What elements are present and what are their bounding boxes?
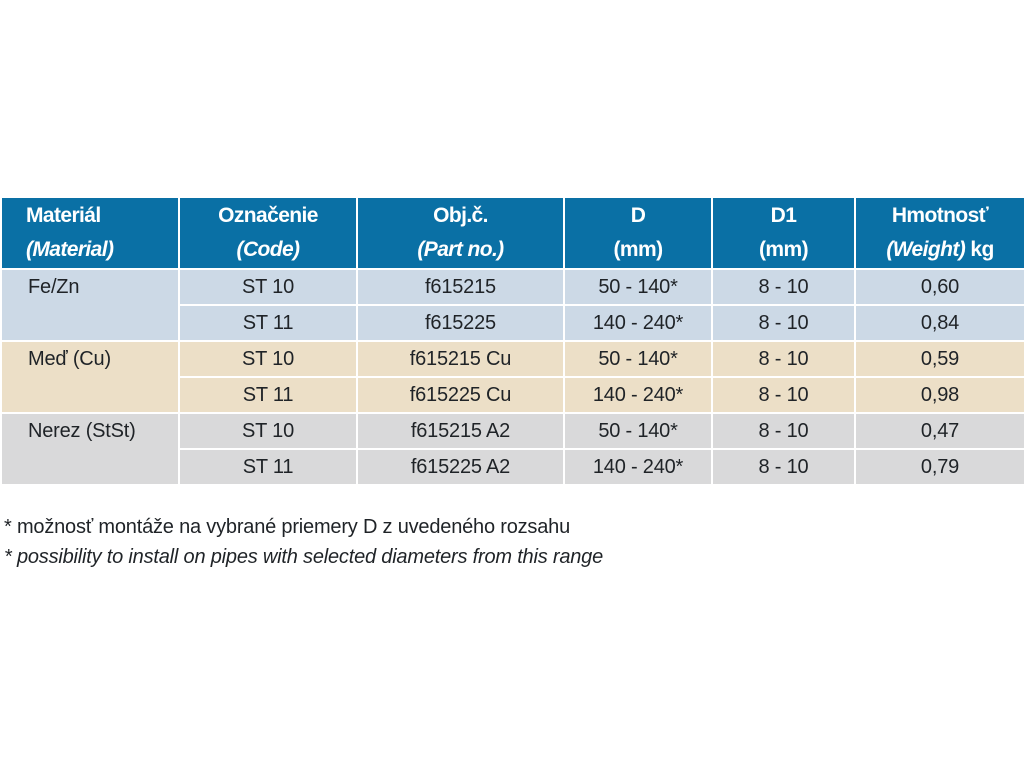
code-cell: ST 10: [179, 341, 357, 377]
d-cell: 140 - 240*: [564, 377, 712, 413]
code-cell: ST 10: [179, 413, 357, 449]
header-material-sk: Materiál: [26, 204, 101, 227]
header-d1: [712, 197, 855, 269]
part-no-cell: f615215: [357, 269, 564, 305]
d1-cell: 8 - 10: [712, 449, 855, 485]
footnote-sk: * možnosť montáže na vybrané priemery D z uvedeného rozsahu: [4, 516, 571, 538]
footnotes: [0, 512, 1024, 572]
table-row: [1, 413, 1024, 449]
table-row: [1, 269, 1024, 305]
header-part-sk: Obj.č.: [433, 204, 488, 227]
header-weight-en: (Weight): [886, 238, 966, 261]
weight-cell: 0,98: [855, 377, 1024, 413]
header-code: [179, 197, 357, 269]
d1-cell: 8 - 10: [712, 269, 855, 305]
header-code-sk: Označenie: [218, 204, 318, 227]
weight-cell: 0,59: [855, 341, 1024, 377]
part-no-cell: f615225: [357, 305, 564, 341]
part-no-cell: f615225 A2: [357, 449, 564, 485]
footnote-en: * possibility to install on pipes with selected diameters from this range: [4, 546, 604, 568]
d1-cell: 8 - 10: [712, 305, 855, 341]
header-weight-sk: Hmotnosť: [891, 204, 989, 227]
d-cell: 140 - 240*: [564, 449, 712, 485]
d-cell: 50 - 140*: [564, 341, 712, 377]
weight-cell: 0,47: [855, 413, 1024, 449]
header-d-sk: D: [630, 204, 646, 227]
table-header-row: [1, 197, 1024, 269]
material-cell: Meď (Cu): [1, 341, 179, 413]
header-weight-unit: kg: [970, 238, 994, 261]
weight-cell: 0,84: [855, 305, 1024, 341]
header-code-en: (Code): [236, 238, 300, 261]
header-d1-unit: (mm): [759, 238, 808, 261]
code-cell: ST 11: [179, 305, 357, 341]
header-material: [1, 197, 179, 269]
d-cell: 140 - 240*: [564, 305, 712, 341]
product-spec-table: [0, 196, 1024, 486]
material-cell: Nerez (StSt): [1, 413, 179, 485]
header-weight: [855, 197, 1024, 269]
part-no-cell: f615225 Cu: [357, 377, 564, 413]
product-table-container: [0, 196, 1024, 486]
d1-cell: 8 - 10: [712, 341, 855, 377]
header-part-no: [357, 197, 564, 269]
d-cell: 50 - 140*: [564, 413, 712, 449]
part-no-cell: f615215 Cu: [357, 341, 564, 377]
weight-cell: 0,60: [855, 269, 1024, 305]
header-d1-sk: D1: [770, 204, 797, 227]
d1-cell: 8 - 10: [712, 413, 855, 449]
code-cell: ST 11: [179, 449, 357, 485]
header-part-en: (Part no.): [417, 238, 504, 261]
weight-cell: 0,79: [855, 449, 1024, 485]
material-cell: Fe/Zn: [1, 269, 179, 341]
header-material-en: (Material): [26, 238, 114, 261]
header-d: [564, 197, 712, 269]
code-cell: ST 10: [179, 269, 357, 305]
table-row: [1, 341, 1024, 377]
header-d-unit: (mm): [613, 238, 663, 261]
part-no-cell: f615215 A2: [357, 413, 564, 449]
code-cell: ST 11: [179, 377, 357, 413]
d1-cell: 8 - 10: [712, 377, 855, 413]
d-cell: 50 - 140*: [564, 269, 712, 305]
